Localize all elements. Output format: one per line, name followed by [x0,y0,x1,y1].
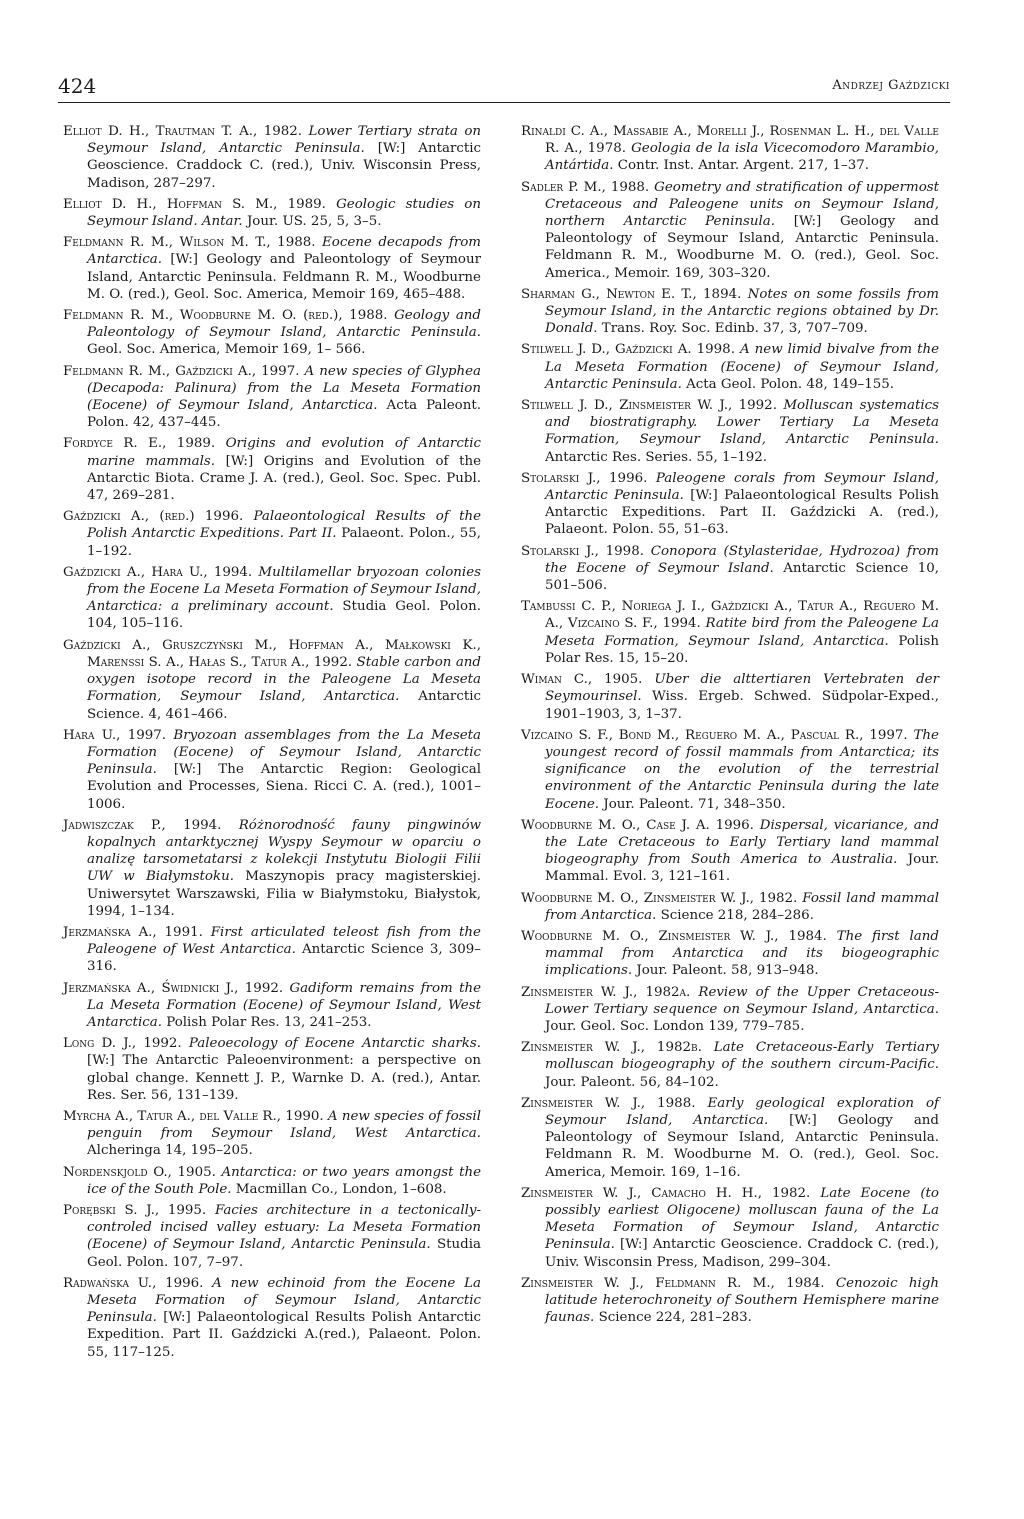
reference-title: Dispersal, vicariance, and the Late Cretaceous to Early Tertiary land mammal biogeography from South America to Australia. [545,817,939,868]
reference-details: Jour. Paleont. 56, 84–102. [545,1074,719,1090]
reference-title: Geologia de la isla Vicecomodoro Marambio, Antártida. [545,141,939,174]
reference-details: Jour. Paleont. 71, 348–350. [599,796,786,812]
reference-authors: Myrcha A., Tatur A., del Valle R., 1990. [63,1108,324,1124]
reference-details: [W:] Geology and Paleontology of Seymour Island, Antarctic Peninsula. Feldmann R. M., Woodburne M. O. (red.), Geol. Soc. America., Memoir. 169, 303–320. [545,214,939,281]
reference-authors: Feldmann R. M., Woodburne M. O. (red.), 1988. [63,308,388,324]
reference-title: The youngest record of fossil mammals from Antarctica; its significance on the evolution of the terrestrial environment of the Antarctic Peninsula during the late Eocene. [545,727,939,812]
reference-title: Paleogene corals from Seymour Island, Antarctic Peninsula. [545,470,939,504]
reference-entry [521,397,939,466]
reference-details: [W:] Origins and Evolution of the Antarctic Biota. Crame J. A. (red.), Geol. Soc. Spec. Publ. 47, 269–281. [87,453,481,504]
reference-title: Antarctica: or two years amongst the ice of the South Pole. [87,1164,481,1197]
page-number: 424 [58,74,97,98]
reference-entry [521,470,939,539]
reference-entry [63,123,481,192]
reference-title: Molluscan systematics and biostratigraphy. Lower Tertiary La Meseta Formation, Seymour Island, Antarctic Peninsula. [545,398,939,448]
reference-details: Jour. Paleont. 58, 913–948. [632,963,819,979]
reference-entry [521,1275,939,1327]
reference-title: Multilamellar bryozoan colonies from the Eocene La Meseta Formation of Seymour Island, Antarctica: a preliminary account. [87,564,481,615]
reference-details: Jour. Geol. Soc. London 139, 779–785. [545,1018,805,1034]
left-column [63,123,481,1365]
reference-details: Studia Geol. Polon. 104, 105–116. [87,599,481,632]
reference-entry [521,727,939,813]
reference-details: Maszynopis pracy magisterskiej. Uniwersytet Warszawski, Filia w Białymstoku, Białystok, 1994, 1–134. [87,869,481,919]
reference-title: Fossil land mammal from Antarctica. [545,890,939,923]
reference-title: Lower Tertiary strata on Seymour Island, Antarctic Peninsula. [87,124,482,157]
reference-entry [521,928,939,980]
reference-authors: Woodburne M. O., Zinsmeister W. J., 1982. [521,890,798,906]
reference-entry [521,1095,939,1181]
reference-details: Contr. Inst. Antar. Argent. 217, 1–37. [613,158,870,174]
reference-title: Różnorodność fauny pingwinów kopalnych antarktycznej Wyspy Seymour w oparciu o analizę tarsometatarsi z kolekcji Instytutu Biologii Filii UW w Białymstoku. [87,817,481,885]
reference-entry [521,341,939,393]
reference-details: Science 218, 284–286. [656,907,814,923]
reference-authors: Wiman C., 1905. [521,672,643,688]
reference-title: Origins and evolution of Antarctic marine mammals. [87,436,481,469]
reference-title: Geology and Paleontology of Seymour Island, Antarctic Peninsula. [87,308,482,341]
reference-title: Palaeontological Results of the Polish Antarctic Expeditions. Part II. [87,509,481,542]
reference-entry [63,817,481,920]
reference-entry [521,598,939,667]
reference-authors: Jerzmańska A., Świdnicki J., 1992. [63,980,284,996]
reference-authors: Feldmann R. M., Wilson M. T., 1988. [63,235,316,251]
reference-title: Eocene decapods from Antarctica. [87,235,481,268]
reference-authors: Hara U., 1997. [63,727,167,743]
reference-entry [63,508,481,560]
reference-entry [521,890,939,924]
running-head: Andrzej Gaździcki [832,78,950,93]
reference-details: Macmillan Co., London, 1–608. [231,1181,447,1197]
reference-title: First articulated teleost fish from the Paleogene of West Antarctica. [87,924,481,958]
reference-authors: Fordyce R. E., 1989. [63,436,216,452]
reference-entry [63,924,481,976]
reference-details: Acta Geol. Polon. 48, 149–155. [681,376,895,392]
reference-entry [521,123,939,175]
reference-details: Jour. US. 25, 5, 3–5. [242,214,382,230]
reference-entry [63,435,481,504]
reference-entry [521,984,939,1036]
reference-entry [63,637,481,723]
reference-authors: Long D. J., 1992. [63,1036,182,1052]
reference-authors: Rinaldi C. A., Massabie A., Morelli J., Rosenman L. H., del Valle R. A., 1978. [521,124,939,157]
reference-details: Antarctic Science. 4, 461–466. [87,689,481,722]
reference-title: Conopora (Stylasteridae, Hydrozoa) from the Eocene of Seymour Island. [545,543,939,576]
reference-details: [W:] Palaeontological Results Polish Antarctic Expedition. Part II. Gaździcki A.(red.), Palaeont. Polon. 55, 117–125. [87,1310,481,1360]
reference-entry [521,671,939,723]
reference-title: Late Cretaceous-Early Tertiary molluscan biogeography of the southern circum-Pacific. [545,1040,939,1073]
reference-authors: Feldmann R. M., Gaździcki A., 1997. [63,363,300,379]
reference-title: Review of the Upper Cretaceous-Lower Tertiary sequence on Seymour Island, Antarctica. [545,984,939,1017]
reference-details: Polish Polar Res. 15, 15–20. [545,633,939,666]
reference-details: Antarctic Science 3, 309–316. [87,942,481,975]
reference-authors: Tambussi C. P., Noriega J. I., Gaździcki A., Tatur A., Reguero M. A., Vizcaino S. F., 1994. [521,599,939,632]
reference-entry [63,234,481,303]
reference-authors: Zinsmeister W. J., 1988. [521,1095,696,1111]
reference-authors: Stilwell J. D., Gaździcki A. 1998. [521,342,735,358]
reference-details: Studia Geol. Polon. 107, 7–97. [87,1237,481,1270]
reference-details: Antarctic Res. Series. 55, 1–192. [545,449,768,465]
reference-title: Ratite bird from the Paleogene La Meseta Formation, Seymour Island, Antarctica. [545,616,939,649]
reference-entry [521,1185,939,1271]
reference-title: Geometry and stratification of uppermost Cretaceous and Paleogene units on Seymour Island, northern Antarctic Peninsula. [545,179,940,230]
reference-entry [63,196,481,230]
reference-details: [W:] Antarctic Geoscience. Craddock C. (red.), Univ. Wisconsin Press, Madison, 287–297. [87,141,482,191]
reference-entry [521,543,939,595]
reference-details: Antarctic Science 10, 501–506. [545,560,939,594]
reference-authors: Radwańska U., 1996. [63,1275,204,1291]
reference-details: Polish Polar Res. 13, 241–253. [161,1014,372,1030]
reference-title: Bryozoan assemblages from the La Meseta Formation (Eocene) of Seymour Island, Antarctic Peninsula. [87,727,482,778]
reference-title: Late Eocene (to possibly earliest Oligocene) molluscan fauna of the La Meseta Formation of Seymour Island, Antarctic Peninsula. [545,1185,939,1253]
reference-entry [521,817,939,886]
reference-entry [63,1202,481,1271]
reference-authors: Vizcaino S. F., Bond M., Reguero M. A., Pascual R., 1997. [521,727,908,743]
reference-authors: Zinsmeister W. J., Feldmann R. M., 1984. [521,1275,825,1291]
reference-details: Palaeont. Polon., 55, 1–192. [87,526,481,559]
reference-details: Trans. Roy. Soc. Edinb. 37, 3, 707–709. [597,321,868,337]
reference-entry [63,1035,481,1104]
reference-authors: Stolarski J., 1996. [521,470,648,486]
reference-authors: Elliot D. H., Hoffman S. M., 1989. [63,196,326,212]
reference-details: [W:] Geology and Paleontology of Seymour Island, Antarctic Peninsula. Feldmann R. M. Woodburne M. O. (red.), Geol. Soc. America, Memoir. 169, 1–16. [545,1112,939,1180]
page-header [58,72,950,103]
reference-entry [63,1164,481,1198]
reference-details: Geol. Soc. America, Memoir 169, 1– 566. [87,342,366,358]
reference-entry [63,363,481,432]
reference-entry [63,564,481,633]
reference-title: A new species of Glyphea (Decapoda: Palinura) from the La Meseta Formation (Eocene) of Seymour Island, Antarctica. [87,363,481,414]
reference-entry [521,179,939,282]
reference-title: Paleoecology of Eocene Antarctic sharks. [181,1036,481,1052]
reference-title: Gadiform remains from the La Meseta Formation (Eocene) of Seymour Island, West Antarctica. [87,980,481,1030]
reference-authors: Stilwell J. D., Zinsmeister W. J., 1992. [521,398,777,414]
reference-authors: Zinsmeister W. J., 1982b. [521,1040,702,1056]
reference-authors: Porębski S. J., 1995. [63,1202,207,1218]
reference-details: Wiss. Ergeb. Schwed. Südpolar-Exped., 1901–1903, 3, 1–37. [545,689,939,722]
reference-authors: Jerzmańska A., 1991. [63,924,203,940]
right-column [521,123,939,1330]
reference-details: Jour. Mammal. Evol. 3, 121–161. [545,852,939,885]
reference-entry [521,1039,939,1091]
reference-authors: Jadwiszczak P., 1994. [63,817,222,833]
reference-title: Stable carbon and oxygen isotope record in the Paleogene La Meseta Formation, Seymour Island, Antarctica. [87,654,481,705]
reference-title: The first land mammal from Antarctica and its biogeographic implications. [545,928,939,979]
reference-title: Notes on some fossils from Seymour Island, in the Antarctic regions obtained by Dr. Donald. [545,286,939,337]
reference-title: Cenozoic high latitude heterochroneity of Southern Hemisphere marine faunas. [545,1275,939,1326]
reference-entry [63,1108,481,1160]
reference-details: Science 224, 281–283. [594,1310,752,1326]
reference-authors: Gaździcki A., Gruszczyński M., Hoffman A., Małkowski K., Marenssi S. A., Hałas S., Tatur A., 1992. [63,637,481,670]
reference-entry [63,980,481,1032]
reference-title: A new species of fossil penguin from Seymour Island, West Antarctica. [87,1108,481,1142]
reference-title: Facies architecture in a tectonically-controled incised valley estuary: La Meseta Formation (Eocene) of Seymour Island, Antarctic Peninsula. [87,1202,481,1253]
reference-entry [63,307,481,359]
reference-authors: Woodburne M. O., Zinsmeister W. J., 1984. [521,928,827,944]
reference-details: Acta Paleont. Polon. 42, 437–445. [87,398,481,431]
reference-details: [W:] The Antarctic Paleoenvironment: a perspective on global change. Kennett J. P., Warnke D. A. (red.), Antar. Res. Ser. 56, 131–139. [87,1053,481,1103]
reference-title: Geologic studies on Seymour Island. Antar. [87,196,481,230]
reference-title: A new echinoid from the Eocene La Meseta Formation of Seymour Island, Antarctic Peninsula. [87,1275,481,1326]
reference-authors: Zinsmeister W. J., 1982a. [521,984,691,1000]
reference-authors: Zinsmeister W. J., Camacho H. H., 1982. [521,1185,811,1201]
reference-title: Early geological exploration of Seymour Island, Antarctica. [545,1095,939,1128]
reference-title: A new limid bivalve from the La Meseta Formation (Eocene) of Seymour Island, Antarctic Peninsula. [545,342,939,392]
reference-details: [W:] Palaeontological Results Polish Antarctic Expeditions. Part II. Gaździcki A. (red.), Palaeont. Polon. 55, 51–63. [545,488,939,538]
reference-details: [W:] The Antarctic Region: Geological Evolution and Processes, Siena. Ricci C. A. (red.), 1001–1006. [87,762,481,812]
reference-authors: Sharman G., Newton E. T., 1894. [521,286,742,302]
reference-authors: Gaździcki A., Hara U., 1994. [63,564,253,580]
reference-details: [W:] Geology and Paleontology of Seymour Island, Antarctic Peninsula. Feldmann R. M., Woodburne M. O. (red.), Geol. Soc. America, Memoir 169, 465–488. [87,252,481,302]
reference-entry [63,1275,481,1361]
reference-entry [521,286,939,338]
reference-entry [63,727,481,813]
reference-authors: Gaździcki A., (red.) 1996. [63,509,244,525]
reference-details: [W:] Antarctic Geoscience. Craddock C. (red.), Univ. Wisconsin Press, Madison, 299–304. [545,1237,939,1270]
reference-details: Alcheringa 14, 195–205. [87,1143,253,1159]
reference-authors: Stolarski J., 1998. [521,543,644,559]
reference-title: Uber die alttertiaren Vertebraten der Seymourinsel. [545,672,939,705]
reference-authors: Elliot D. H., Trautman T. A., 1982. [63,124,303,139]
reference-authors: Nordenskjold O., 1905. [63,1164,216,1180]
reference-authors: Woodburne M. O., Case J. A. 1996. [521,817,754,833]
reference-authors: Sadler P. M., 1988. [521,179,650,195]
